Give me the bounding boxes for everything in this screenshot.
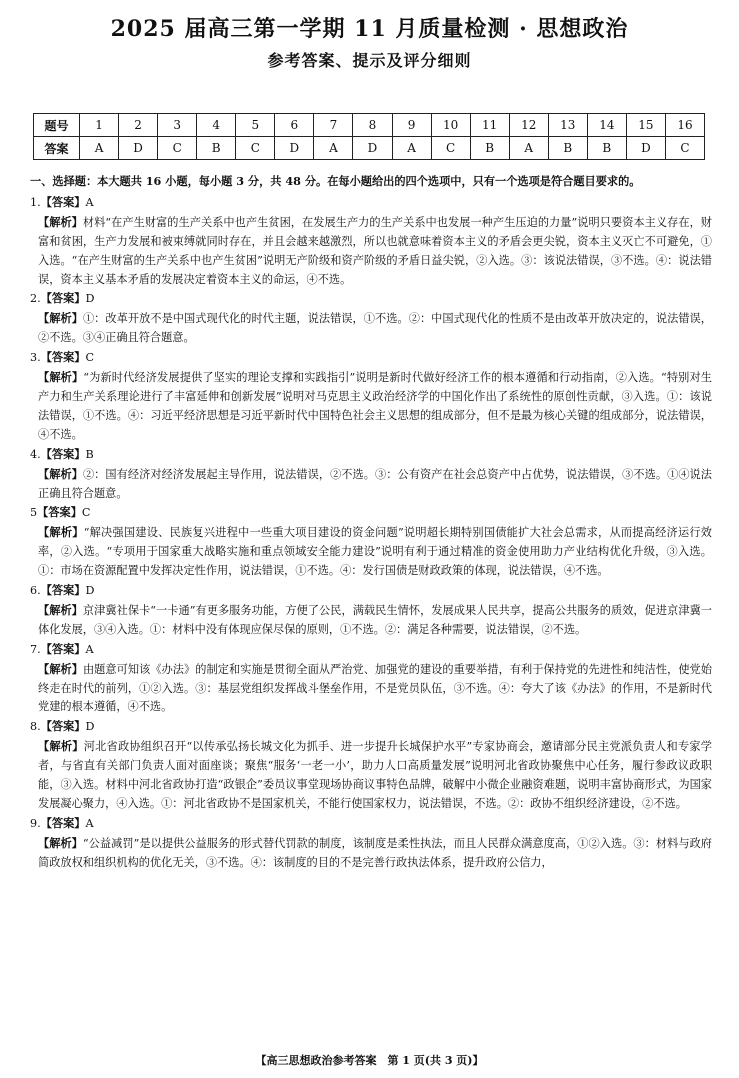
question-item [30,814,712,873]
question-number: 8. [30,720,41,734]
question-number: 1. [30,195,41,209]
question-item [30,348,712,445]
analysis-paragraph [30,213,712,290]
answer-cell: A [80,137,119,160]
question-number-cell: 9 [392,114,431,137]
analysis-text: ②：国有经济对经济发展起主导作用，说法错误，②不选。③：公有资产在社会总资产中占优势，说法错误，③不选。①④说法正确且符合题意。 [38,467,712,500]
question-number-cell: 14 [587,114,626,137]
answer-tag: 【答案】 [40,719,86,734]
answer-cell: B [548,137,587,160]
answer-line [30,348,712,368]
table-row-answers [34,137,705,160]
answer-tag: 【答案】 [37,505,82,520]
analysis-tag: 【解析】 [38,661,83,676]
answer-line [30,193,712,213]
answer-line [30,445,712,465]
question-number-cell: 1 [80,114,119,137]
question-number-cell: 13 [548,114,587,137]
question-number-cell: 3 [158,114,197,137]
analysis-tag: 【解析】 [38,602,83,617]
answer-tag: 【答案】 [40,583,86,598]
question-number-cell: 12 [509,114,548,137]
answer-cell: D [275,137,314,160]
answer-cell: D [119,137,158,160]
answer-cell: C [158,137,197,160]
row-header-answer: 答案 [34,137,80,160]
answer-line [30,581,712,601]
question-number-cell: 4 [197,114,236,137]
question-number: 3. [30,351,41,365]
answer-value: D [85,584,95,598]
answer-value: D [85,292,95,306]
question-number: 6. [30,584,41,598]
page-footer: 【高三思想政治参考答案 第 1 页(共 3 页)】 [255,1054,484,1067]
question-item [30,640,712,718]
question-number: 5 [30,506,38,520]
analysis-paragraph [30,737,712,814]
answer-cell: D [626,137,665,160]
analysis-paragraph [30,368,712,445]
analysis-tag: 【解析】 [38,739,84,754]
answer-cell: C [665,137,704,160]
answer-line [30,289,712,309]
question-item [30,193,712,290]
question-item [30,717,712,814]
answer-tag: 【答案】 [40,194,86,209]
analysis-tag: 【解析】 [38,311,83,326]
page-subtitle: 参考答案、提示及评分细则 [267,51,472,70]
answer-line [30,503,712,523]
question-number-cell: 16 [665,114,704,137]
question-number-cell: 2 [119,114,158,137]
answer-cell: D [353,137,392,160]
analysis-text: ①：改革开放不是中国式现代化的时代主题，说法错误，①不选。②：中国式现代化的性质不是由改革开放决定的，说法错误，②不选。③④正确且符合题意。 [38,312,712,345]
analysis-text: 京津冀社保卡“一卡通”有更多服务功能，方便了公民，满载民生情怀，发展成果人民共享，提高公共服务的质效，促进京津冀一体化发展，③④入选。①：材料中没有体现应保尽保的原则，①不选。②：满足各种需要，说法错误，②不选。 [38,603,712,636]
answer-cell: A [509,137,548,160]
question-list [30,193,712,873]
question-number: 2. [30,292,41,306]
analysis-paragraph [30,309,712,348]
row-header-number: 题号 [34,114,80,137]
analysis-text: “为新时代经济发展提供了坚实的理论支撑和实践指引”说明是新时代做好经济工作的根本遵循和行动指南，②入选。“特别对生产力和生产关系理论进行了丰富延伸和创新发展”说明对马克思主义政治经济学的中国化作出了系统性的原创性贡献，③入选。①：该说法错误，①不选。④：习近平经济思想是习近平新时代中国特色社会主义思想的组成部分，但不是最为核心关键的组成部分，说法错误，④不选。 [38,371,712,441]
question-number-cell: 5 [236,114,275,137]
analysis-tag: 【解析】 [38,466,83,481]
question-number: 7. [30,642,41,656]
analysis-tag: 【解析】 [38,525,84,540]
question-item [30,445,712,504]
question-number-cell: 7 [314,114,353,137]
table-row-numbers [34,114,705,137]
analysis-text: “公益减罚”是以提供公益服务的形式替代罚款的制度，该制度是柔性执法，而且人民群众满意度高，①②入选。③：材料与政府简政放权和组织机构的优化无关，③不选。④：该制度的目的不是完善行政执法体系，提升政府公信力， [38,836,712,869]
answer-tag: 【答案】 [40,291,86,306]
analysis-paragraph [30,465,712,504]
analysis-tag: 【解析】 [38,214,83,229]
question-number-cell: 11 [470,114,509,137]
question-number: 9. [30,816,41,830]
section-heading: 一、选择题：本大题共 16 小题，每小题 3 分，共 48 分。在每小题给出的四个选项中，只有一个选项是符合题目要求的。 [30,174,641,188]
content-body [30,172,712,873]
analysis-tag: 【解析】 [38,370,84,385]
question-item [30,289,712,348]
analysis-paragraph [30,834,712,873]
analysis-tag: 【解析】 [38,835,83,850]
analysis-text: “解决强国建设、民族复兴进程中一些重大项目建设的资金问题”说明超长期特别国债能扩大社会总需求，从而提高经济运行效率，②入选。“专项用于国家重大战略实施和重点领域安全能力建设”说明有利于通过精准的资金使用助力产业结构优化升级，③入选。①：市场在资源配置中发挥决定性作用，说法错误，①不选。④：发行国债是财政政策的体现，说法错误，④不选。 [38,526,712,578]
question-number-cell: 8 [353,114,392,137]
answer-value: B [85,447,94,461]
answer-value: D [85,720,95,734]
answer-value: C [85,351,95,365]
answer-cell: B [470,137,509,160]
answer-cell: A [392,137,431,160]
answer-key-table [33,113,705,160]
answer-value: A [85,642,94,656]
answer-cell: C [236,137,275,160]
answer-cell: B [587,137,626,160]
analysis-paragraph [30,660,712,718]
answer-tag: 【答案】 [40,815,86,830]
analysis-text: 由题意可知该《办法》的制定和实施是贯彻全面从严治党、加强党的建设的重要举措，有利于保持党的先进性和纯洁性，使党始终走在时代的前列，①②入选。③：基层党组织发挥战斗堡垒作用，不是党员队伍，③不选。④：夸大了该《办法》的作用，不是新时代党建的根本遵循，④不选。 [38,662,712,714]
answer-value: C [81,506,91,520]
answer-tag: 【答案】 [40,446,86,461]
answer-cell: A [314,137,353,160]
question-item [30,581,712,640]
analysis-paragraph [30,601,712,640]
question-number-cell: 10 [431,114,470,137]
answer-cell: C [431,137,470,160]
answer-line [30,640,712,660]
answer-value: A [85,195,94,209]
question-number: 4. [30,447,41,461]
analysis-text: 河北省政协组织召开“以传承弘扬长城文化为抓手、进一步提升长城保护水平”专家协商会，邀请部分民主党派负责人和专家学者，与省直有关部门负责人面对面座谈；聚焦“服务‘一老一小’，助力人口高质量发展”说明河北省政协聚焦中心任务，履行参政议政职能，③入选。材料中河北省政协打造“政银企”委员议事堂现场协商议事特色品牌，破解中小微企业融资难题，说明丰富协商形式，为国家发展凝心聚力，④入选。①：河北省政协不是国家机关，不能行使国家权力，说法错误，不选。②：政协不组织经济建设，②不选。 [38,740,712,810]
answer-cell: B [197,137,236,160]
analysis-text: 材料“在产生财富的生产关系中也产生贫困，在发展生产力的生产关系中也发展一种产生压迫的力量”说明只要资本主义存在，财富和贫困，生产力发展和被束缚就同时存在，并且会越来越激烈，所以也就意味着资本主义的矛盾会更尖锐，资本主义灭亡不可避免，①入选。“在产生财富的生产关系中也产生贫困”说明无产阶级和资产阶级的矛盾日益尖锐，②入选。③：该说法错误，③不选。④：说法错误，资本主义基本矛盾的发展决定着资本主义的命运，④不选。 [38,215,712,286]
question-item [30,503,712,581]
answer-line [30,814,712,834]
question-number-cell: 6 [275,114,314,137]
page-title: 2025 届高三第一学期 11 月质量检测 · 思想政治 [110,16,629,42]
question-number-cell: 15 [626,114,665,137]
answer-value: A [85,816,94,830]
answer-line [30,717,712,737]
analysis-paragraph [30,523,712,581]
answer-tag: 【答案】 [40,641,86,656]
answer-tag: 【答案】 [40,350,86,365]
